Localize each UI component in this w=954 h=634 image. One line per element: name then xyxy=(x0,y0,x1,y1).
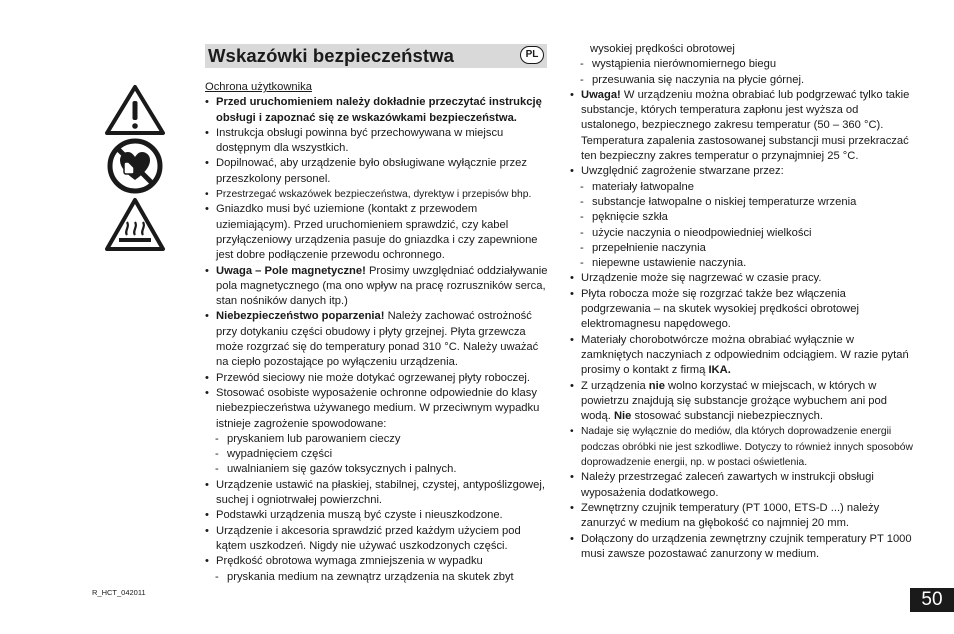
list-item: • Materiały chorobotwórcze można obrabiać wyłącznie w zamkniętych naczyniach z odpowiednim odciągiem. W razie pytań prosimy o kontakt z firmą IKA. xyxy=(570,333,915,379)
list-item: • Podstawki urządzenia muszą być czyste i nieuszkodzone. xyxy=(205,508,548,523)
list-item: • Urządzenie ustawić na płaskiej, stabilnej, czystej, antypoślizgowej, suchej i ogniotrwałej powierzchni. xyxy=(205,478,548,509)
dash-item: - pryskania medium na zewnątrz urządzenia na skutek zbyt xyxy=(205,570,548,585)
dash-item: - przepełnienie naczynia xyxy=(570,241,915,256)
list-item: • Dołączony do urządzenia zewnętrzny czujnik temperatury PT 1000 musi zawsze pozostawać zanurzony w medium. xyxy=(570,532,915,563)
language-badge: PL xyxy=(520,46,544,64)
warning-triangle-icon xyxy=(104,84,166,136)
list-item: • Z urządzenia nie wolno korzystać w miejscach, w których w powietrzu znajdują się substancje grożące wybuchem ani pod wodą. Nie stosować substancji niebezpiecznych. xyxy=(570,379,915,425)
list-item: • Nadaje się wyłącznie do mediów, dla których doprowadzenie energii podczas obróbki nie jest szkodliwe. Dotyczy to również innych sposobów doprowadzenie energii, np. w postaci oświetlenia. xyxy=(570,424,915,470)
dash-item: - wypadnięciem części xyxy=(205,447,548,462)
list-item: • Należy przestrzegać zaleceń zawartych w instrukcji obsługi wyposażenia dodatkowego. xyxy=(570,470,915,501)
right-column xyxy=(570,42,915,562)
dash-item: - użycie naczynia o nieodpowiedniej wielkości xyxy=(570,226,915,241)
page-number: 50 xyxy=(910,588,954,612)
list-item: • Niebezpieczeństwo poparzenia! Należy zachować ostrożność przy dotykaniu części obudowy i płyty grzejnej. Płyta grzewcza może rozgrzać się do temperatury ponad 310 °C. Należy uważać na ciepło pozostające po wyłączeniu urządzenia. xyxy=(205,309,548,370)
list-item: • Płyta robocza może się rozgrzać także bez włączenia podgrzewania – na skutek wysokiej prędkości obrotowej elektromagnesu napędowego. xyxy=(570,287,915,333)
list-item: • Uwaga – Pole magnetyczne! Prosimy uwzględniać oddziaływanie pola magnetycznego (ma ono wpływ na pracę rozruszników serca, stan nośników danych itp.) xyxy=(205,264,548,310)
list-item: • Uwaga! W urządzeniu można obrabiać lub podgrzewać tylko takie substancje, których temperatura zapłonu jest wyższa od ustalonego, bezpiecznego zakresu temperatur (50 – 360 °C). Temperatura zapalenia zastosowanej substancji musi przekraczać ten bezpieczny zakres temperatur o przynajmniej 25 °C. xyxy=(570,88,915,164)
left-column xyxy=(205,80,548,585)
list-item: • Instrukcja obsługi powinna być przechowywana w miejscu dostępnym dla wszystkich. xyxy=(205,126,548,157)
page-title: Wskazówki bezpieczeństwa xyxy=(208,45,455,66)
list-item: • Prędkość obrotowa wymaga zmniejszenia w wypadku xyxy=(205,554,548,569)
list-item: • Przed uruchomieniem należy dokładnie przeczytać instrukcję obsługi i zapoznać się ze wskazówkami bezpieczeństwa. xyxy=(205,95,548,126)
list-item: • Przestrzegać wskazówek bezpieczeństwa, dyrektyw i przepisów bhp. xyxy=(205,187,548,202)
subsection-heading: Ochrona użytkownika xyxy=(205,81,312,93)
document-code: R_HCT_042011 xyxy=(92,588,146,597)
dash-item: - uwalnianiem się gazów toksycznych i palnych. xyxy=(205,462,548,477)
dash-item: - pęknięcie szkła xyxy=(570,210,915,225)
dash-item: - substancje łatwopalne o niskiej temperaturze wrzenia xyxy=(570,195,915,210)
hot-surface-icon xyxy=(104,197,166,253)
list-item: • Przewód sieciowy nie może dotykać ogrzewanej płyty roboczej. xyxy=(205,371,548,386)
dash-item: - materiały łatwopalne xyxy=(570,180,915,195)
list-item: • Uwzględnić zagrożenie stwarzane przez: xyxy=(570,164,915,179)
list-item: • Gniazdko musi być uziemione (kontakt z przewodem uziemiającym). Przed uruchomieniem sprawdzić, czy kabel przyłączeniowy urządzenia pasuje do gniazdka i czy zapewnione jest dobre podłączenie przewodu ochronnego. xyxy=(205,202,548,263)
list-item: • Zewnętrzny czujnik temperatury (PT 1000, ETS-D ...) należy zanurzyć w medium na głębokość co najmniej 20 mm. xyxy=(570,501,915,532)
dash-item: - przesuwania się naczynia na płycie górnej. xyxy=(570,73,915,88)
continued-line: wysokiej prędkości obrotowej xyxy=(590,43,735,55)
list-item: • Stosować osobiste wyposażenie ochronne odpowiednie do klasy niebezpieczeństwa używanego medium. W przeciwnym wypadku istnieje zagrożenie spowodowane: xyxy=(205,386,548,432)
dash-item: - niepewne ustawienie naczynia. xyxy=(570,256,915,271)
section-title-bar xyxy=(205,44,547,68)
list-item: • Dopilnować, aby urządzenie było obsługiwane wyłącznie przez przeszkolony personel. xyxy=(205,156,548,187)
dash-item: - wystąpienia nierównomiernego biegu xyxy=(570,57,915,72)
dash-item: - pryskaniem lub parowaniem cieczy xyxy=(205,432,548,447)
list-item: • Urządzenie może się nagrzewać w czasie pracy. xyxy=(570,271,915,286)
no-pacemaker-icon xyxy=(104,138,166,194)
list-item: • Urządzenie i akcesoria sprawdzić przed każdym użyciem pod kątem uszkodzeń. Nigdy nie używać uszkodzonych części. xyxy=(205,524,548,555)
